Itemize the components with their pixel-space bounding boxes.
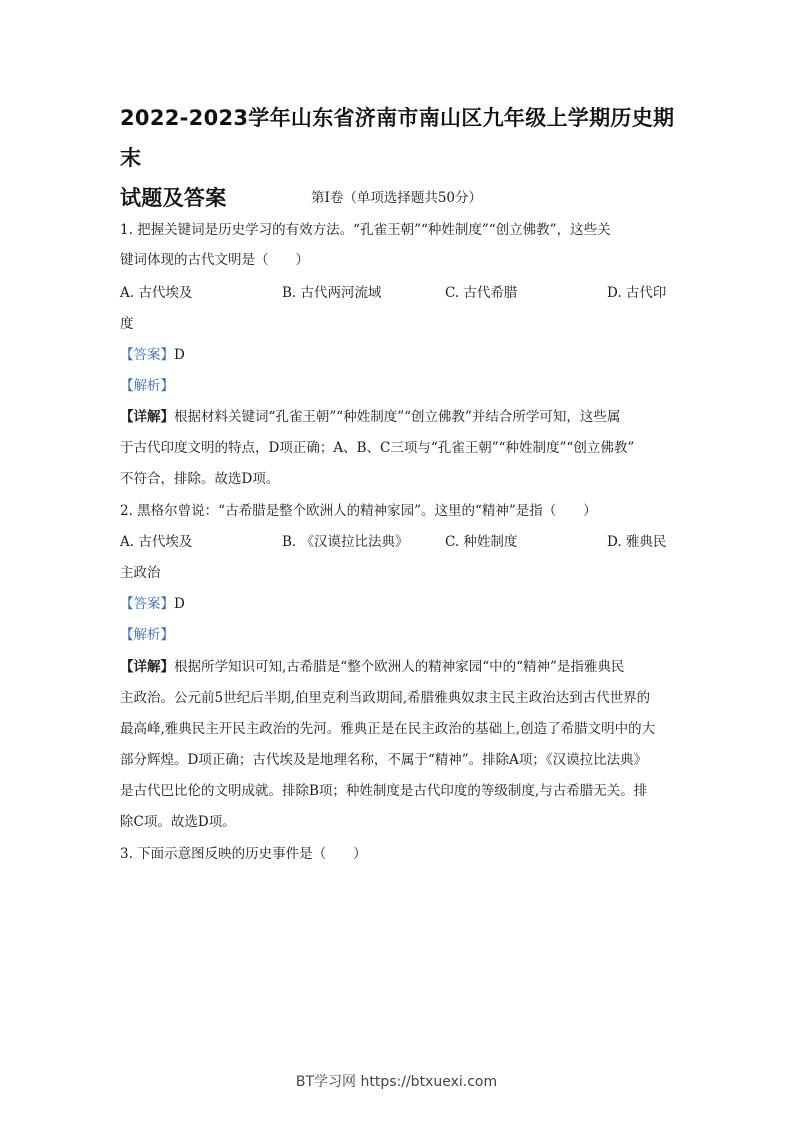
q1-option-a: A. 古代埃及 [120,285,193,301]
q2-option-b: B. 《汉谟拉比法典》 [282,534,409,550]
q1-option-d: D. 古代印 [607,285,667,301]
title-line-1: 2022-2023学年山东省济南市南山区九年级上学期历史期末 [120,106,675,170]
q2-option-c: C. 种姓制度 [445,534,518,550]
q1-option-b: B. 古代两河流域 [282,285,382,301]
q2-detail-line-5: 是古代巴比伦的文明成就。排除B项；种姓制度是古代印度的等级制度,与古希腊无关。排 [120,783,648,799]
detail-tag: 【详解】 [120,409,174,425]
q3-stem-line-1: 3. 下面示意图反映的历史事件是（ ） [120,846,367,862]
q2-detail-line-4: 部分辉煌。D项正确；古代埃及是地理名称，不属于“精神”。排除A项；《汉谟拉比法典》 [120,752,648,768]
q1-detail-line-2: 于古代印度文明的特点，D项正确；A、B、C三项与“孔雀王朝”“种姓制度”“创立佛教” [120,440,635,456]
q1-option-wrap: 度 [120,316,134,332]
q2-detail-line-6: 除C项。故选D项。 [120,814,236,830]
q1-detail-line-3: 不符合，排除。故选D项。 [120,471,280,487]
q2-analysis [120,623,174,643]
answer-value: D [174,596,185,612]
q1-stem-line-2: 键词体现的古代文明是（ ） [120,252,309,268]
detail-tag: 【详解】 [120,659,174,675]
q2-detail-line-1 [120,655,624,675]
analysis-tag: 【解析】 [120,378,174,394]
answer-value: D [174,347,185,363]
q2-stem-line-1: 2. 黑格尔曾说：“古希腊是整个欧洲人的精神家园”。这里的“精神”是指（ ） [120,503,597,519]
footer-watermark: BT学习网 https://btxuexi.com [295,1074,498,1090]
detail-text: 根据材料关键词“孔雀王朝”“种姓制度”“创立佛教”并结合所学可知，这些属 [174,409,621,425]
q2-answer [120,592,185,612]
answer-tag: 【答案】 [120,347,174,363]
q2-detail-line-2: 主政治。公元前5世纪后半期,伯里克利当政期间,希腊雅典奴隶主民主政治达到古代世界的 [120,690,651,706]
title-line-2: 试题及答案 [120,186,227,210]
q1-analysis [120,374,174,394]
q1-stem-line-1: 1. 把握关键词是历史学习的有效方法。“孔雀王朝”“种姓制度”“创立佛教”，这些关 [120,222,611,238]
section-heading: 第Ⅰ卷（单项选择题共50分） [310,190,482,206]
detail-text: 根据所学知识可知,古希腊是“整个欧洲人的精神家园“中的“精神”是指雅典民 [174,659,625,675]
q1-answer [120,343,185,363]
q1-option-c: C. 古代希腊 [445,285,518,301]
answer-tag: 【答案】 [120,596,174,612]
q2-option-d: D. 雅典民 [607,534,667,550]
analysis-tag: 【解析】 [120,627,174,643]
q2-option-wrap: 主政治 [120,565,161,581]
q1-detail-line-1 [120,405,620,425]
q2-detail-line-3: 最高峰,雅典民主开民主政治的先河。雅典正是在民主政治的基础上,创造了希腊文明中的大 [120,721,656,737]
q2-option-a: A. 古代埃及 [120,534,193,550]
